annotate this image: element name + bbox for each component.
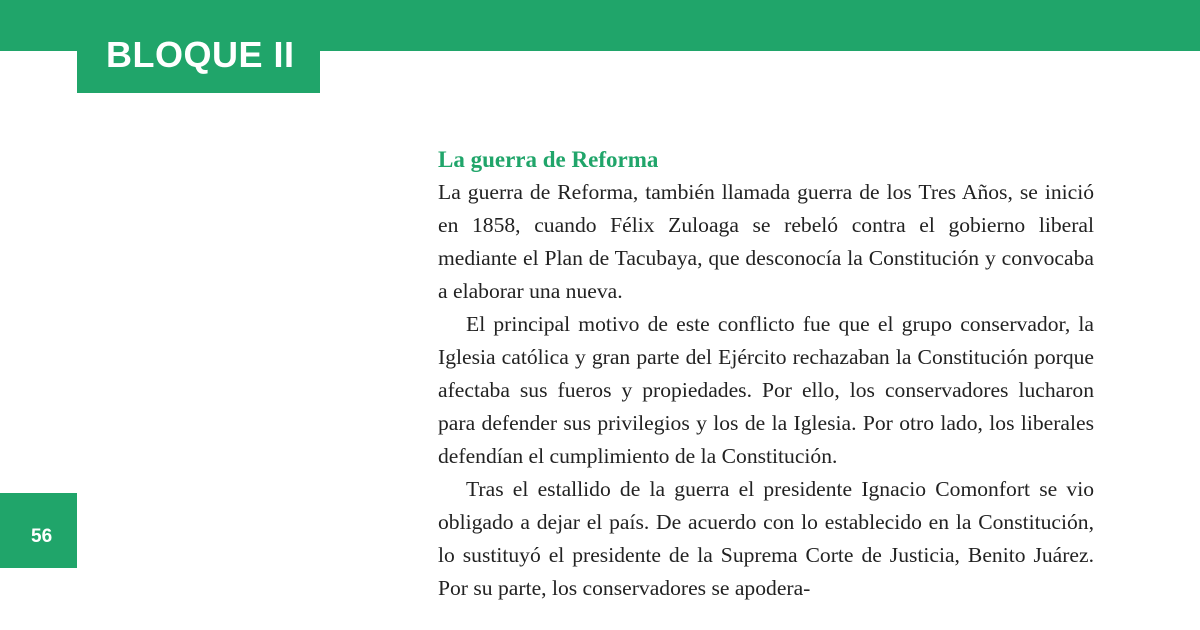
paragraph-1: La guerra de Reforma, también llamada guerra de los Tres Años, se inició en 1858, cuando Félix Zuloaga se rebeló contra el gobierno liberal mediante el Plan de Tacubaya, que desconocía la Constitución y convocaba a elaborar una nueva.	[438, 180, 1094, 303]
paragraph-2: El principal motivo de este conflicto fue que el grupo conservador, la Iglesia católica y gran parte del Ejército rechazaban la Constitución porque afectaba sus fueros y propiedades. Por ello, los conservadores lucharon para defender sus privilegios y los de la Iglesia. Por otro lado, los liberales defendían el cumplimiento de la Constitución.	[438, 312, 1094, 468]
paragraph-3: Tras el estallido de la guerra el presidente Ignacio Comonfort se vio obligado a dejar el país. De acuerdo con lo establecido en la Constitución, lo sustituyó el presidente de la Suprema Corte de Justicia, Benito Juárez. Por su parte, los conservadores se apodera-	[438, 477, 1094, 600]
page-number: 56	[31, 526, 53, 547]
block-title: BLOQUE II	[106, 34, 295, 75]
article	[438, 143, 1094, 605]
section-heading: La guerra de Reforma	[438, 147, 659, 172]
